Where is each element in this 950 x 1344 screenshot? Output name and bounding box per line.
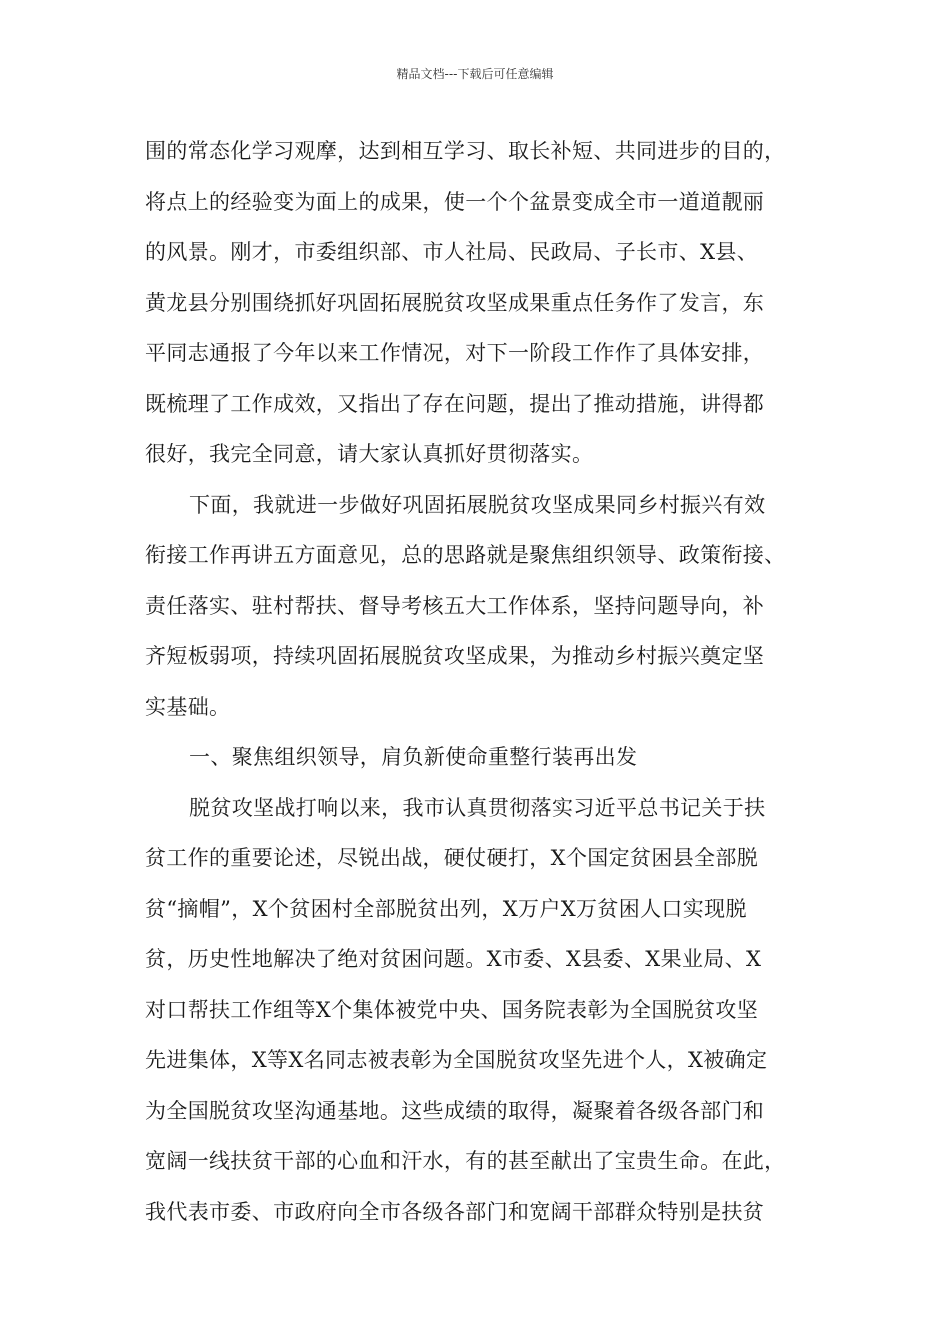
text-line: 衔接工作再讲五方面意见，总的思路就是聚焦组织领导、政策衔接、 <box>145 543 786 567</box>
text-line: 的风景。刚才，市委组织部、市人社局、民政局、子长市、X县、 <box>145 240 759 264</box>
text-line: 黄龙县分别围绕抓好巩固拓展脱贫攻坚成果重点任务作了发言，东 <box>145 290 765 315</box>
text-line: 贫，历史性地解决了绝对贫困问题。X市委、X县委、X果业局、X <box>145 947 762 971</box>
text-line: 很好，我完全同意，请大家认真抓好贯彻落实。 <box>145 442 594 466</box>
text-line: 齐短板弱项，持续巩固拓展脱贫攻坚成果，为推动乡村振兴奠定坚 <box>145 644 765 668</box>
text-line: 脱贫攻坚战打响以来，我市认真贯彻落实习近平总书记关于扶 <box>189 795 766 820</box>
text-line: 责任落实、驻村帮扶、督导考核五大工作体系，坚持问题导向，补 <box>145 593 765 618</box>
text-line: 宽阔一线扶贫干部的心血和汗水，有的甚至献出了宝贵生命。在此， <box>145 1149 786 1173</box>
text-line: 将点上的经验变为面上的成果，使一个个盆景变成全市一道道靓丽 <box>145 189 765 214</box>
text-line: 贫工作的重要论述，尽锐出战，硬仗硬打，X个国定贫困县全部脱 <box>145 846 759 870</box>
text-line: 下面，我就进一步做好巩固拓展脱贫攻坚成果同乡村振兴有效 <box>189 492 766 517</box>
text-line: 为全国脱贫攻坚沟通基地。这些成绩的取得，凝聚着各级各部门和 <box>145 1098 765 1123</box>
document-body <box>145 126 825 1237</box>
text-line: 先进集体，X等X名同志被表彰为全国脱贫攻坚先进个人，X被确定 <box>145 1048 768 1072</box>
text-line: 对口帮扶工作组等X个集体被党中央、国务院表彰为全国脱贫攻坚 <box>145 997 759 1022</box>
text-line: 我代表市委、市政府向全市各级各部门和宽阔干部群众特别是扶贫 <box>145 1199 765 1224</box>
text-line: 实基础。 <box>145 694 231 719</box>
text-line: 平同志通报了今年以来工作情况，对下一阶段工作作了具体安排， <box>145 341 765 365</box>
text-line: 围的常态化学习观摩，达到相互学习、取长补短、共同进步的目的， <box>145 139 786 163</box>
text-line: 贫“摘帽”，X个贫困村全部脱贫出列，X万户X万贫困人口实现脱 <box>145 896 747 921</box>
header-note: 精品文档---下载后可任意编辑 <box>396 67 554 81</box>
text-line: 既梳理了工作成效，又指出了存在问题，提出了推动措施，讲得都 <box>145 391 765 416</box>
text-line: 一、聚焦组织领导，肩负新使命重整行装再出发 <box>189 745 638 769</box>
